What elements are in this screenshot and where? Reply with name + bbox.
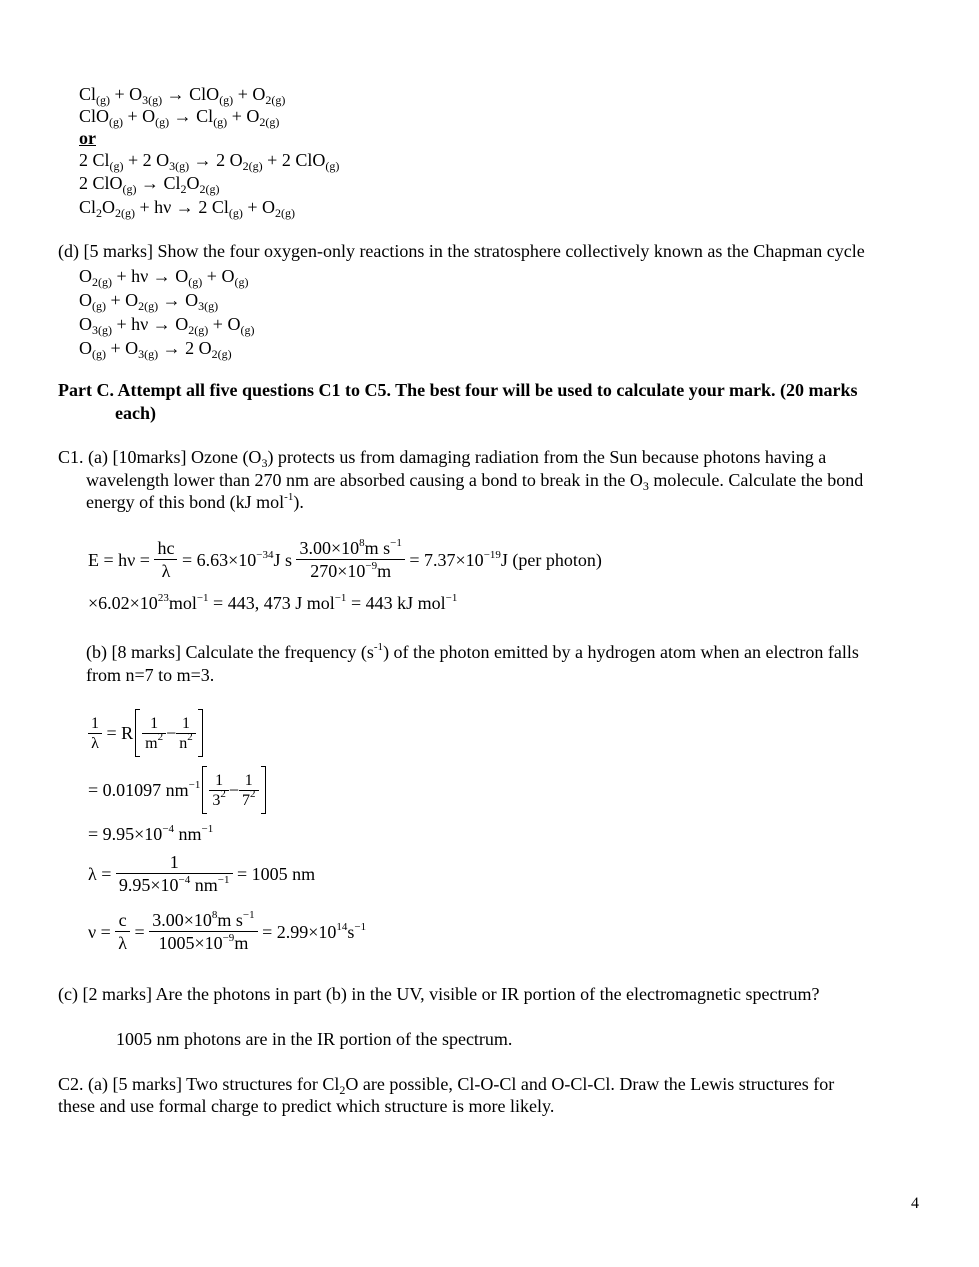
c2-a-line2: these and use formal charge to predict which structure is more likely. <box>58 1096 555 1116</box>
fraction-c-over-wavelength: $\frac{3.00\times 10^8m s^{-1}}{270\times 10^{-9}m}$ <box>296 538 404 581</box>
c1-c-question: (c) [2 marks] Are the photons in part (b) in the UV, visible or IR portion of the electromagnetic spectrum? <box>58 984 820 1004</box>
c2-a-line1: C2. (a) [5 marks] Two structures for $Cl_2O$ are possible, Cl-O-Cl and O-Cl-Cl. Draw the Lewis structures for <box>58 1074 835 1097</box>
c1-b-line2: from n=7 to m=3. <box>86 665 215 685</box>
c1-a-line1: C1. (a) [10marks] Ozone $(O_3)$ protects us from damaging radiation from the Sun because photons having a <box>58 447 827 470</box>
or-label: or <box>79 128 96 148</box>
reaction-line-1: $Cl_{(g)} + O_{3(g)} \to ClO_{(g)} + O_{2(g)}$ <box>79 84 286 107</box>
equation-wavelength: λ = $\frac{1}{9.95\times 10^{-4} nm^{-1}}$ = 1005 nm <box>88 852 316 895</box>
equation-inverse-wavelength: = $9.95\times 10^{-4}$ $nm^{-1}$ <box>88 823 214 844</box>
reaction-line-4: 2 $ClO_{(g)} \to Cl_2O_{2(g)}$ <box>79 173 220 196</box>
equation-molar-energy: $\times 6.02\times 10^{23}mol^{-1} = 443$, 473 J mol$^{-1}$ = 443 kJ mol$^{-1}$ <box>88 592 458 613</box>
c1-a-line2: wavelength lower than 270 nm are absorbed causing a bond to break in the $O_3$ molecule. Calculate the bond <box>86 470 864 493</box>
page-number: 4 <box>911 1195 919 1212</box>
equation-energy: E = hν = $\frac{hc}{\lambda}$ = $6.63\times 10^{-34}J$ s $\frac{3.00\times 10^8m s^{-1}}{270\times 10^{-9}m}$ = $7.37\times 10^{-19}J$ (per photon) <box>88 537 602 581</box>
chapman-reaction-2: $O_{(g)} + O_{2(g)} \to O_{3(g)}$ <box>79 290 219 313</box>
reaction-line-3: 2 $Cl_{(g)} + 2$ $O_{3(g)} \to 2$ $O_{2(g)} + 2$ ClO$_{(g)}$ <box>79 150 340 173</box>
c1-b-line1: (b) [8 marks] Calculate the frequency $(s^{-1})$ of the photon emitted by a hydrogen atom when an electron falls <box>86 641 859 662</box>
fraction-hc-lambda: $\frac{hc}{\lambda}$ <box>154 538 177 581</box>
reaction-line-5: $Cl_2O_{2(g)} + h\nu \to 2$ $Cl_{(g)} + O_{2(g)}$ <box>79 197 295 220</box>
part-c-heading-line1: Part C. Attempt all five questions C1 to C5. The best four will be used to calculate your mark. (20 marks <box>58 380 858 400</box>
c1-c-answer: 1005 nm photons are in the IR portion of the spectrum. <box>116 1029 513 1049</box>
part-c-heading-line2: each) <box>115 403 156 423</box>
chapman-reaction-1: $O_{2(g)} + h\nu \to O_{(g)} + O_{(g)}$ <box>79 266 249 289</box>
reaction-line-2: $ClO_{(g)} + O_{(g)} \to Cl_{(g)} + O_{2(g)}$ <box>79 106 280 129</box>
c1-a-line3: energy of this bond (kJ mol$^{-1}$). <box>86 491 304 512</box>
chapman-reaction-3: $O_{3(g)} + h\nu \to O_{2(g)} + O_{(g)}$ <box>79 314 255 337</box>
equation-rydberg-values: = 0.01097 $nm^{-1}$ $\frac{1}{3^2}$ − $\frac{1}{7^2}$ <box>88 766 268 814</box>
part-d-question: (d) [5 marks] Show the four oxygen-only reactions in the stratosphere collectively known as the Chapman cycle <box>58 241 865 261</box>
equation-frequency: ν = $\frac{c}{\lambda}$ = $\frac{3.00\times 10^8m s^{-1}}{1005\times 10^{-9}m}$ = $2.99\times 10^{14}s^{-1}$ <box>88 909 367 953</box>
equation-rydberg: $\frac{1}{\lambda}$ = R $\frac{1}{m^2}$ − $\frac{1}{n^2}$ <box>88 709 205 757</box>
chapman-reaction-4: $O_{(g)} + O_{3(g)} \to 2$ $O_{2(g)}$ <box>79 338 232 361</box>
